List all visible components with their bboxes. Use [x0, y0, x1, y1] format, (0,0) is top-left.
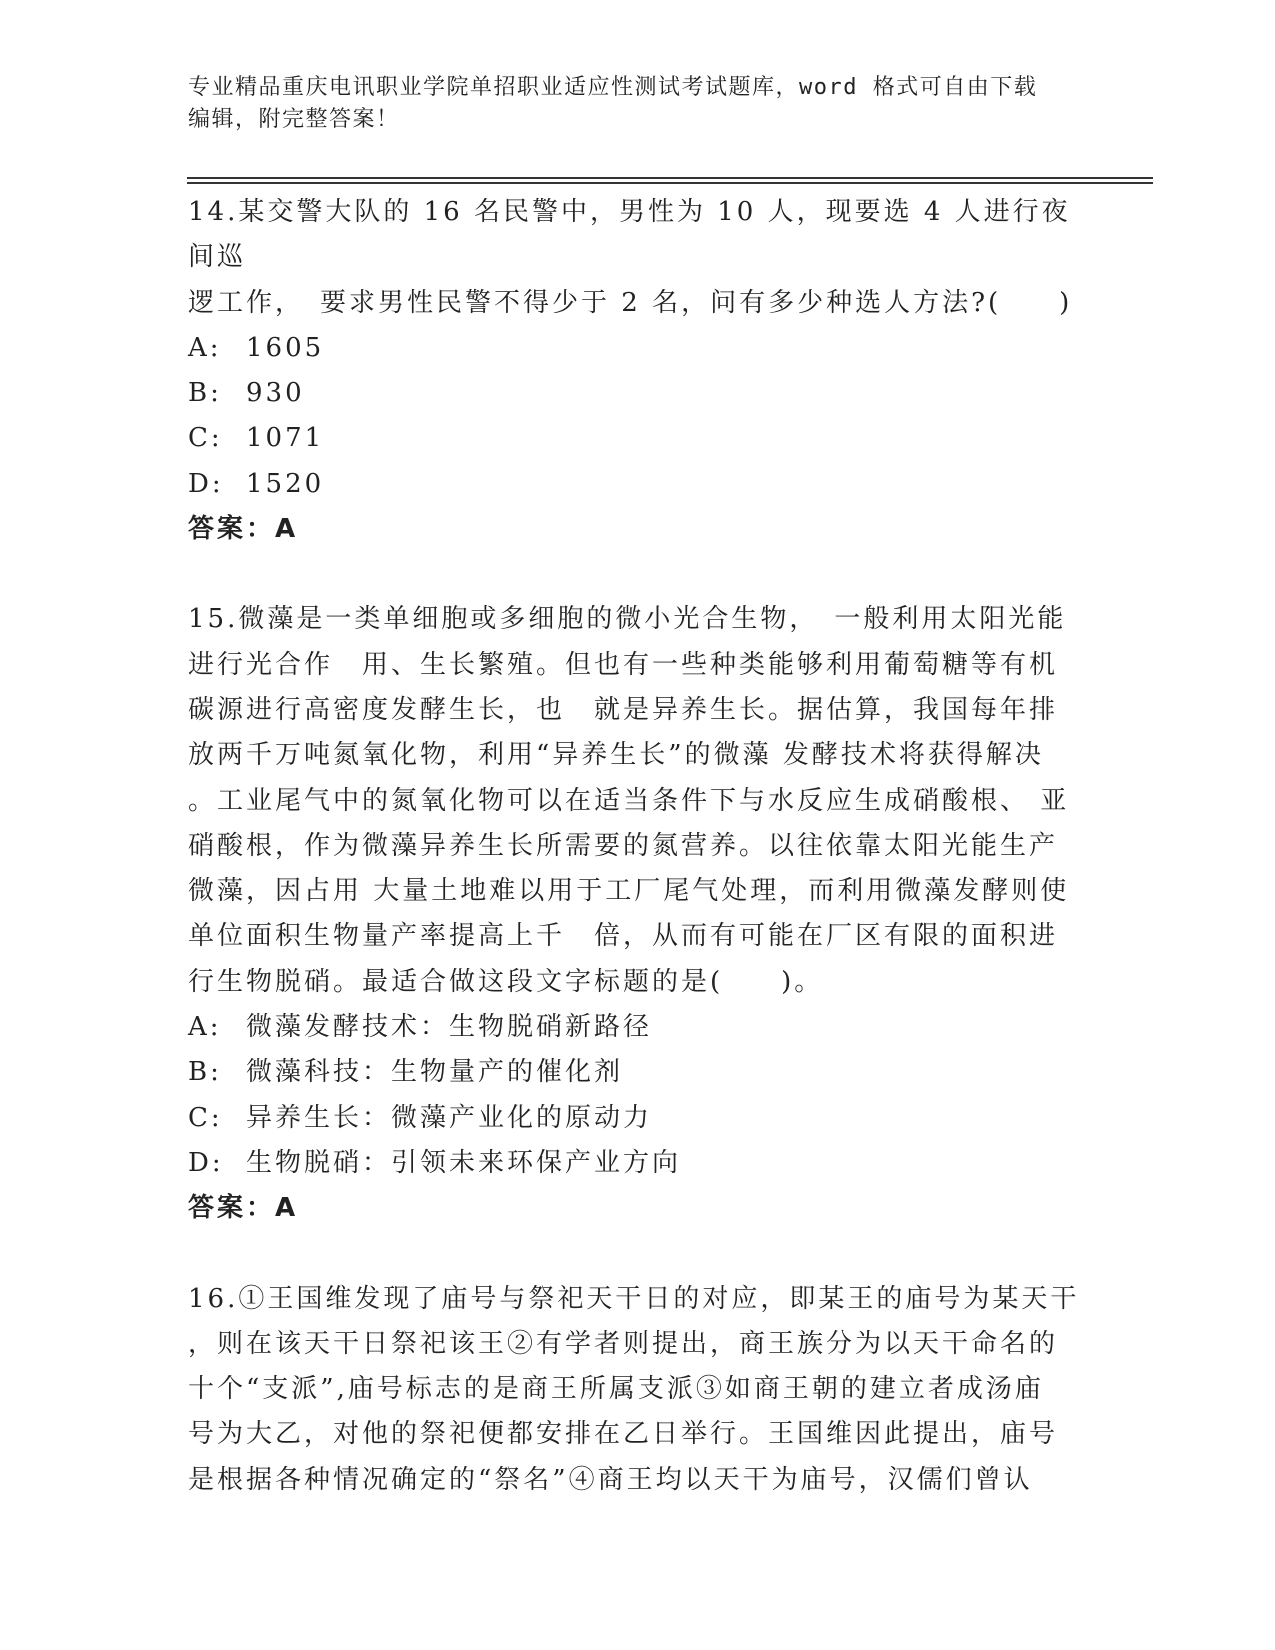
stem-line: 微藻，因占用 大量土地难以用于工厂尾气处理，而利用微藻发酵则使 — [188, 876, 1070, 907]
stem-line: 进行光合作 用、生长繁殖。但也有一些种类能够利用葡萄糖等有机 — [188, 649, 1059, 680]
answer-line: 答案：A — [188, 514, 299, 545]
stem-line: 碳源进行高密度发酵生长，也 就是异养生长。据估算，我国每年排 — [188, 694, 1059, 725]
question-stem — [188, 190, 1088, 326]
answer-line: 答案：A — [188, 1193, 299, 1224]
question-14 — [188, 190, 1088, 552]
option-a — [188, 1005, 1088, 1050]
option-text: 930 — [246, 378, 305, 409]
option-text: 1071 — [246, 423, 325, 454]
stem-line: 16.①王国维发现了庙号与祭祀天干日的对应，即某王的庙号为某天干 — [188, 1283, 1080, 1314]
stem-line: 逻工作， 要求男性民警不得少于 2 名，问有多少种选人方法?( ) — [188, 287, 1073, 318]
stem-line: 15.微藻是一类单细胞或多细胞的微小光合生物， 一般利用太阳光能 — [188, 604, 1067, 635]
option-b — [188, 1050, 1088, 1095]
option-letter: D: — [188, 468, 224, 499]
option-letter: D: — [188, 1147, 224, 1178]
option-text: 异养生长：微藻产业化的原动力 — [246, 1102, 653, 1133]
option-letter: B: — [188, 1057, 222, 1088]
option-letter: C: — [188, 1102, 223, 1133]
option-text: 1520 — [246, 468, 325, 499]
stem-line: 是根据各种情况确定的“祭名”④商王均以天干为庙号，汉儒们曾认 — [188, 1464, 1033, 1495]
stem-line: 。工业尾气中的氮氧化物可以在适当条件下与水反应生成硝酸根、 亚 — [188, 785, 1070, 816]
option-c — [188, 416, 1088, 461]
option-text: 生物脱硝：引领未来环保产业方向 — [246, 1147, 682, 1178]
header-line-2: 编辑，附完整答案！ — [188, 107, 400, 132]
stem-line: ，则在该天干日祭祀该王②有学者则提出，商王族分为以天干命名的 — [188, 1328, 1059, 1359]
question-16 — [188, 1277, 1088, 1503]
stem-line: 硝酸根，作为微藻异养生长所需要的氮营养。以往依靠太阳光能生产 — [188, 830, 1059, 861]
option-letter: A: — [188, 1012, 222, 1043]
stem-line: 十个“支派”,庙号标志的是商王所属支派③如商王朝的建立者成汤庙 — [188, 1374, 1044, 1405]
header-divider-bottom — [187, 182, 1153, 184]
stem-line: 号为大乙，对他的祭祀便都安排在乙日举行。王国维因此提出，庙号 — [188, 1419, 1059, 1450]
option-a — [188, 326, 1088, 371]
option-text: 微藻科技：生物量产的催化剂 — [246, 1057, 624, 1088]
stem-line: 14.某交警大队的 16 名民警中，男性为 10 人，现要选 4 人进行夜间巡 — [188, 197, 1071, 273]
option-d — [188, 1141, 1088, 1186]
header-line-1: 专业精品重庆电讯职业学院单招职业适应性测试考试题库，word 格式可自由下载 — [188, 75, 1038, 100]
document-header — [188, 72, 1068, 136]
question-stem — [188, 597, 1088, 1005]
stem-line: 放两千万吨氮氧化物，利用“异养生长”的微藻 发酵技术将获得解决 — [188, 740, 1044, 771]
option-d — [188, 462, 1088, 507]
question-stem — [188, 1277, 1088, 1503]
option-c — [188, 1096, 1088, 1141]
option-text: 微藻发酵技术：生物脱硝新路径 — [246, 1012, 653, 1043]
option-letter: B: — [188, 378, 222, 409]
question-15 — [188, 597, 1088, 1231]
question-list — [188, 190, 1088, 1548]
stem-line: 单位面积生物量产率提高上千 倍，从而有可能在厂区有限的面积进 — [188, 921, 1059, 952]
stem-line: 行生物脱硝。最适合做这段文字标题的是( )。 — [188, 966, 824, 997]
option-letter: A: — [188, 332, 222, 363]
option-b — [188, 371, 1088, 416]
option-letter: C: — [188, 423, 223, 454]
header-divider-top — [187, 177, 1153, 179]
option-text: 1605 — [246, 332, 325, 363]
